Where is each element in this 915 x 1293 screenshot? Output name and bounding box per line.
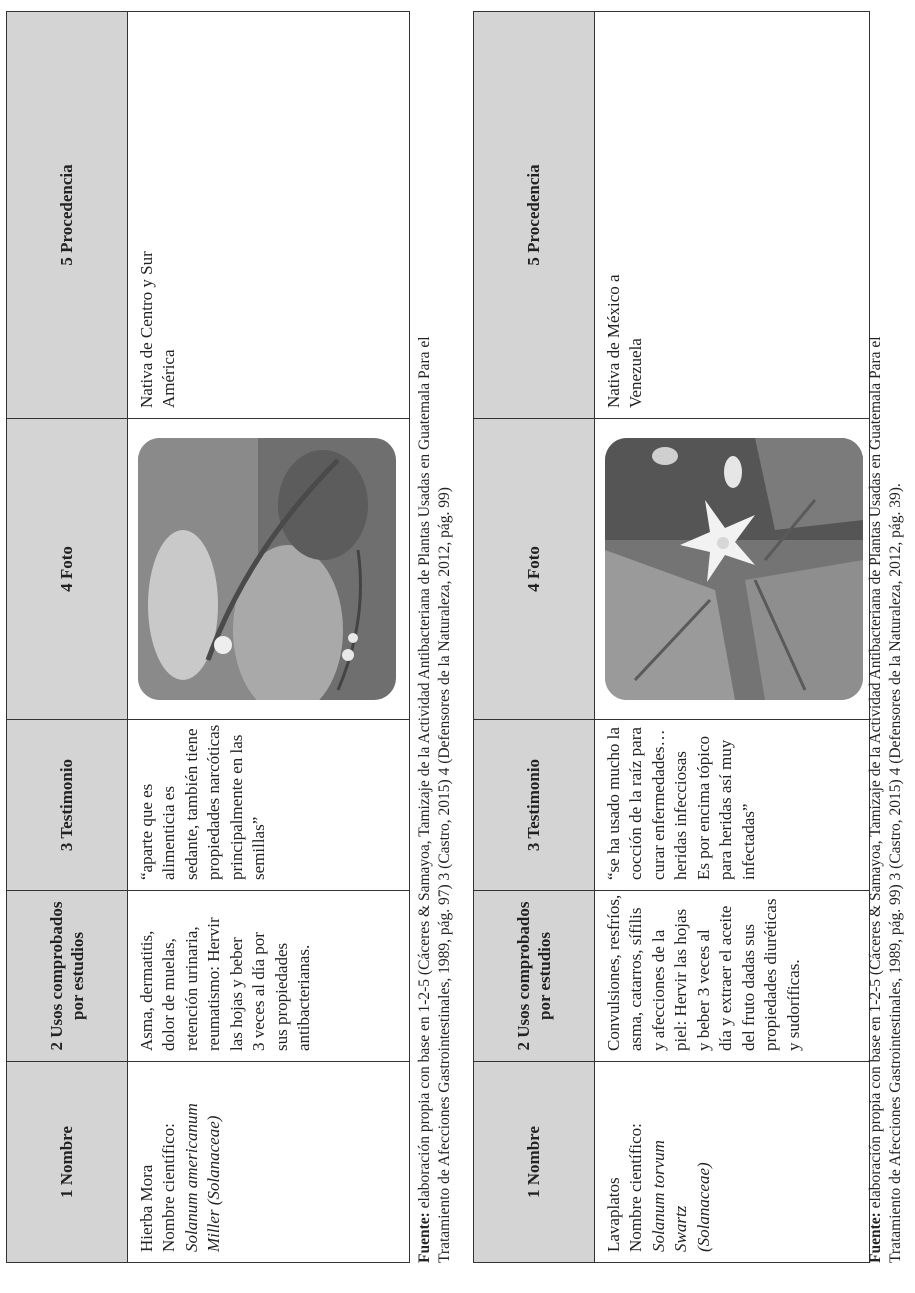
testimonio-line: infectadas” <box>738 803 758 880</box>
header-usos <box>474 891 595 1062</box>
table-lavaplatos <box>473 11 870 1263</box>
usos-line: Asma, dermatitis, <box>137 930 156 1051</box>
procedencia-line: Nativa de Centro y Sur <box>137 251 156 408</box>
testimonio-line: curar enfermedades… <box>648 729 668 880</box>
nombre-cientifico: Solanum torvum <box>648 1140 668 1252</box>
fuente-1 <box>415 11 455 1263</box>
usos-line: y beber 3 veces al <box>693 929 713 1051</box>
nombre-cientifico: Solanum americanum <box>181 1103 201 1252</box>
fuente-label: Fuente: <box>416 1212 433 1263</box>
photo-solanum-torvum <box>605 438 863 700</box>
usos-line: las hojas y beber <box>226 937 246 1051</box>
cell-procedencia <box>128 12 410 419</box>
header-row <box>7 12 128 1263</box>
testimonio-line: heridas infecciosas <box>671 751 691 880</box>
header-testimonio: 3 Testimonio <box>7 720 128 891</box>
nombre-autor: Swartz <box>671 1205 691 1252</box>
testimonio-line: cocción de la raíz para <box>626 727 646 880</box>
testimonio-line: para heridas así muy <box>716 739 736 880</box>
nombre-familia: Miller (Solanaceae) <box>204 1115 224 1252</box>
testimonio-line: Es por encima tópico <box>693 736 713 880</box>
procedencia-line: Nativa de México a <box>604 274 623 408</box>
nombre-comun: Hierba Mora <box>137 1164 156 1252</box>
header-row <box>474 12 595 1263</box>
procedencia-line: Venezuela <box>626 338 646 408</box>
fuente-label: Fuente: <box>867 1212 884 1263</box>
nombre-cientifico-label: Nombre científico: <box>626 1123 646 1252</box>
photo-solanum-americanum <box>138 438 396 700</box>
cell-procedencia <box>595 12 870 419</box>
header-foto: 4 Foto <box>7 419 128 720</box>
table-row <box>128 12 410 1263</box>
fuente-2 <box>866 11 906 1263</box>
procedencia-line: América <box>159 349 179 408</box>
fuente-text-line1: elaboración propia con base en 1-2-5 (Cáceres & Samayoa, Tamizaje de la Actividad Antibacteriana de Plantas Usadas en Guatemala Para el <box>867 336 884 1209</box>
header-nombre: 1 Nombre <box>7 1062 128 1263</box>
header-foto: 4 Foto <box>474 419 595 720</box>
testimonio-line: semillas” <box>249 816 269 880</box>
usos-line: dolor de muelas, <box>159 938 179 1051</box>
testimonio-line: alimenticia es <box>159 786 179 880</box>
header-usos-line1: 2 Usos comprobados <box>46 901 66 1051</box>
usos-line: piel: Hervir las hojas <box>671 908 691 1051</box>
nombre-familia: (Solanaceae) <box>693 1162 713 1252</box>
testimonio-line: “se ha usado mucho la <box>604 727 623 880</box>
table-hierba-mora <box>6 11 410 1263</box>
header-usos-line1: 2 Usos comprobados <box>513 901 533 1051</box>
testimonio-line: “aparte que es <box>137 783 156 880</box>
header-procedencia: 5 Procedencia <box>7 12 128 419</box>
usos-line: y afecciones de la <box>648 929 668 1051</box>
usos-line: día y extraer el aceite <box>716 905 736 1051</box>
header-procedencia: 5 Procedencia <box>474 12 595 419</box>
cell-testimonio <box>128 720 410 891</box>
header-usos <box>7 891 128 1062</box>
cell-testimonio <box>595 720 870 891</box>
cell-nombre <box>595 1062 870 1263</box>
cell-nombre <box>128 1062 410 1263</box>
usos-line: y sudoríficas. <box>783 959 803 1051</box>
fuente-text-line1: elaboración propia con base en 1-2-5 (Cáceres & Samayoa, Tamizaje de la Actividad Antibacteriana de Plantas Usadas en Guatemala Para el <box>416 336 433 1209</box>
cell-usos <box>128 891 410 1062</box>
table-row <box>595 12 870 1263</box>
nombre-comun: Lavaplatos <box>604 1177 623 1252</box>
testimonio-line: propiedades narcóticas <box>204 724 224 880</box>
testimonio-line: principalmente en las <box>226 734 246 880</box>
cell-foto <box>595 419 870 720</box>
usos-line: antibacterianas. <box>294 944 314 1051</box>
usos-line: asma, catarros, sífilis <box>626 907 646 1051</box>
header-testimonio: 3 Testimonio <box>474 720 595 891</box>
usos-line: Convulsiones, resfríos, <box>604 894 623 1051</box>
usos-line: propiedades diuréticas <box>761 898 781 1051</box>
header-usos-line2: por estudios <box>535 932 554 1021</box>
cell-foto <box>128 419 410 720</box>
nombre-cientifico-label: Nombre científico: <box>159 1123 179 1252</box>
usos-line: reumatismo: Hervir <box>204 917 224 1051</box>
header-nombre: 1 Nombre <box>474 1062 595 1263</box>
fuente-text-line2: Tratamiento de Afecciones Gastrointestinales, 1989, pág. 99) 3 (Castro, 2015) 4 (Defensores de la Naturaleza, 2012, pág. 39). <box>886 483 904 1263</box>
usos-line: 3 veces al día por <box>249 932 269 1051</box>
cell-usos <box>595 891 870 1062</box>
header-usos-line2: por estudios <box>68 932 87 1021</box>
testimonio-line: sedante, también tiene <box>181 728 201 880</box>
usos-line: retención urinaria, <box>181 926 201 1051</box>
fuente-text-line2: Tratamiento de Afecciones Gastrointestinales, 1989, pág. 97) 3 (Castro, 2015) 4 (Defensores de la Naturaleza, 2012, pág. 99) <box>435 487 453 1263</box>
usos-line: sus propiedades <box>271 942 291 1051</box>
usos-line: del fruto dadas sus <box>738 923 758 1051</box>
